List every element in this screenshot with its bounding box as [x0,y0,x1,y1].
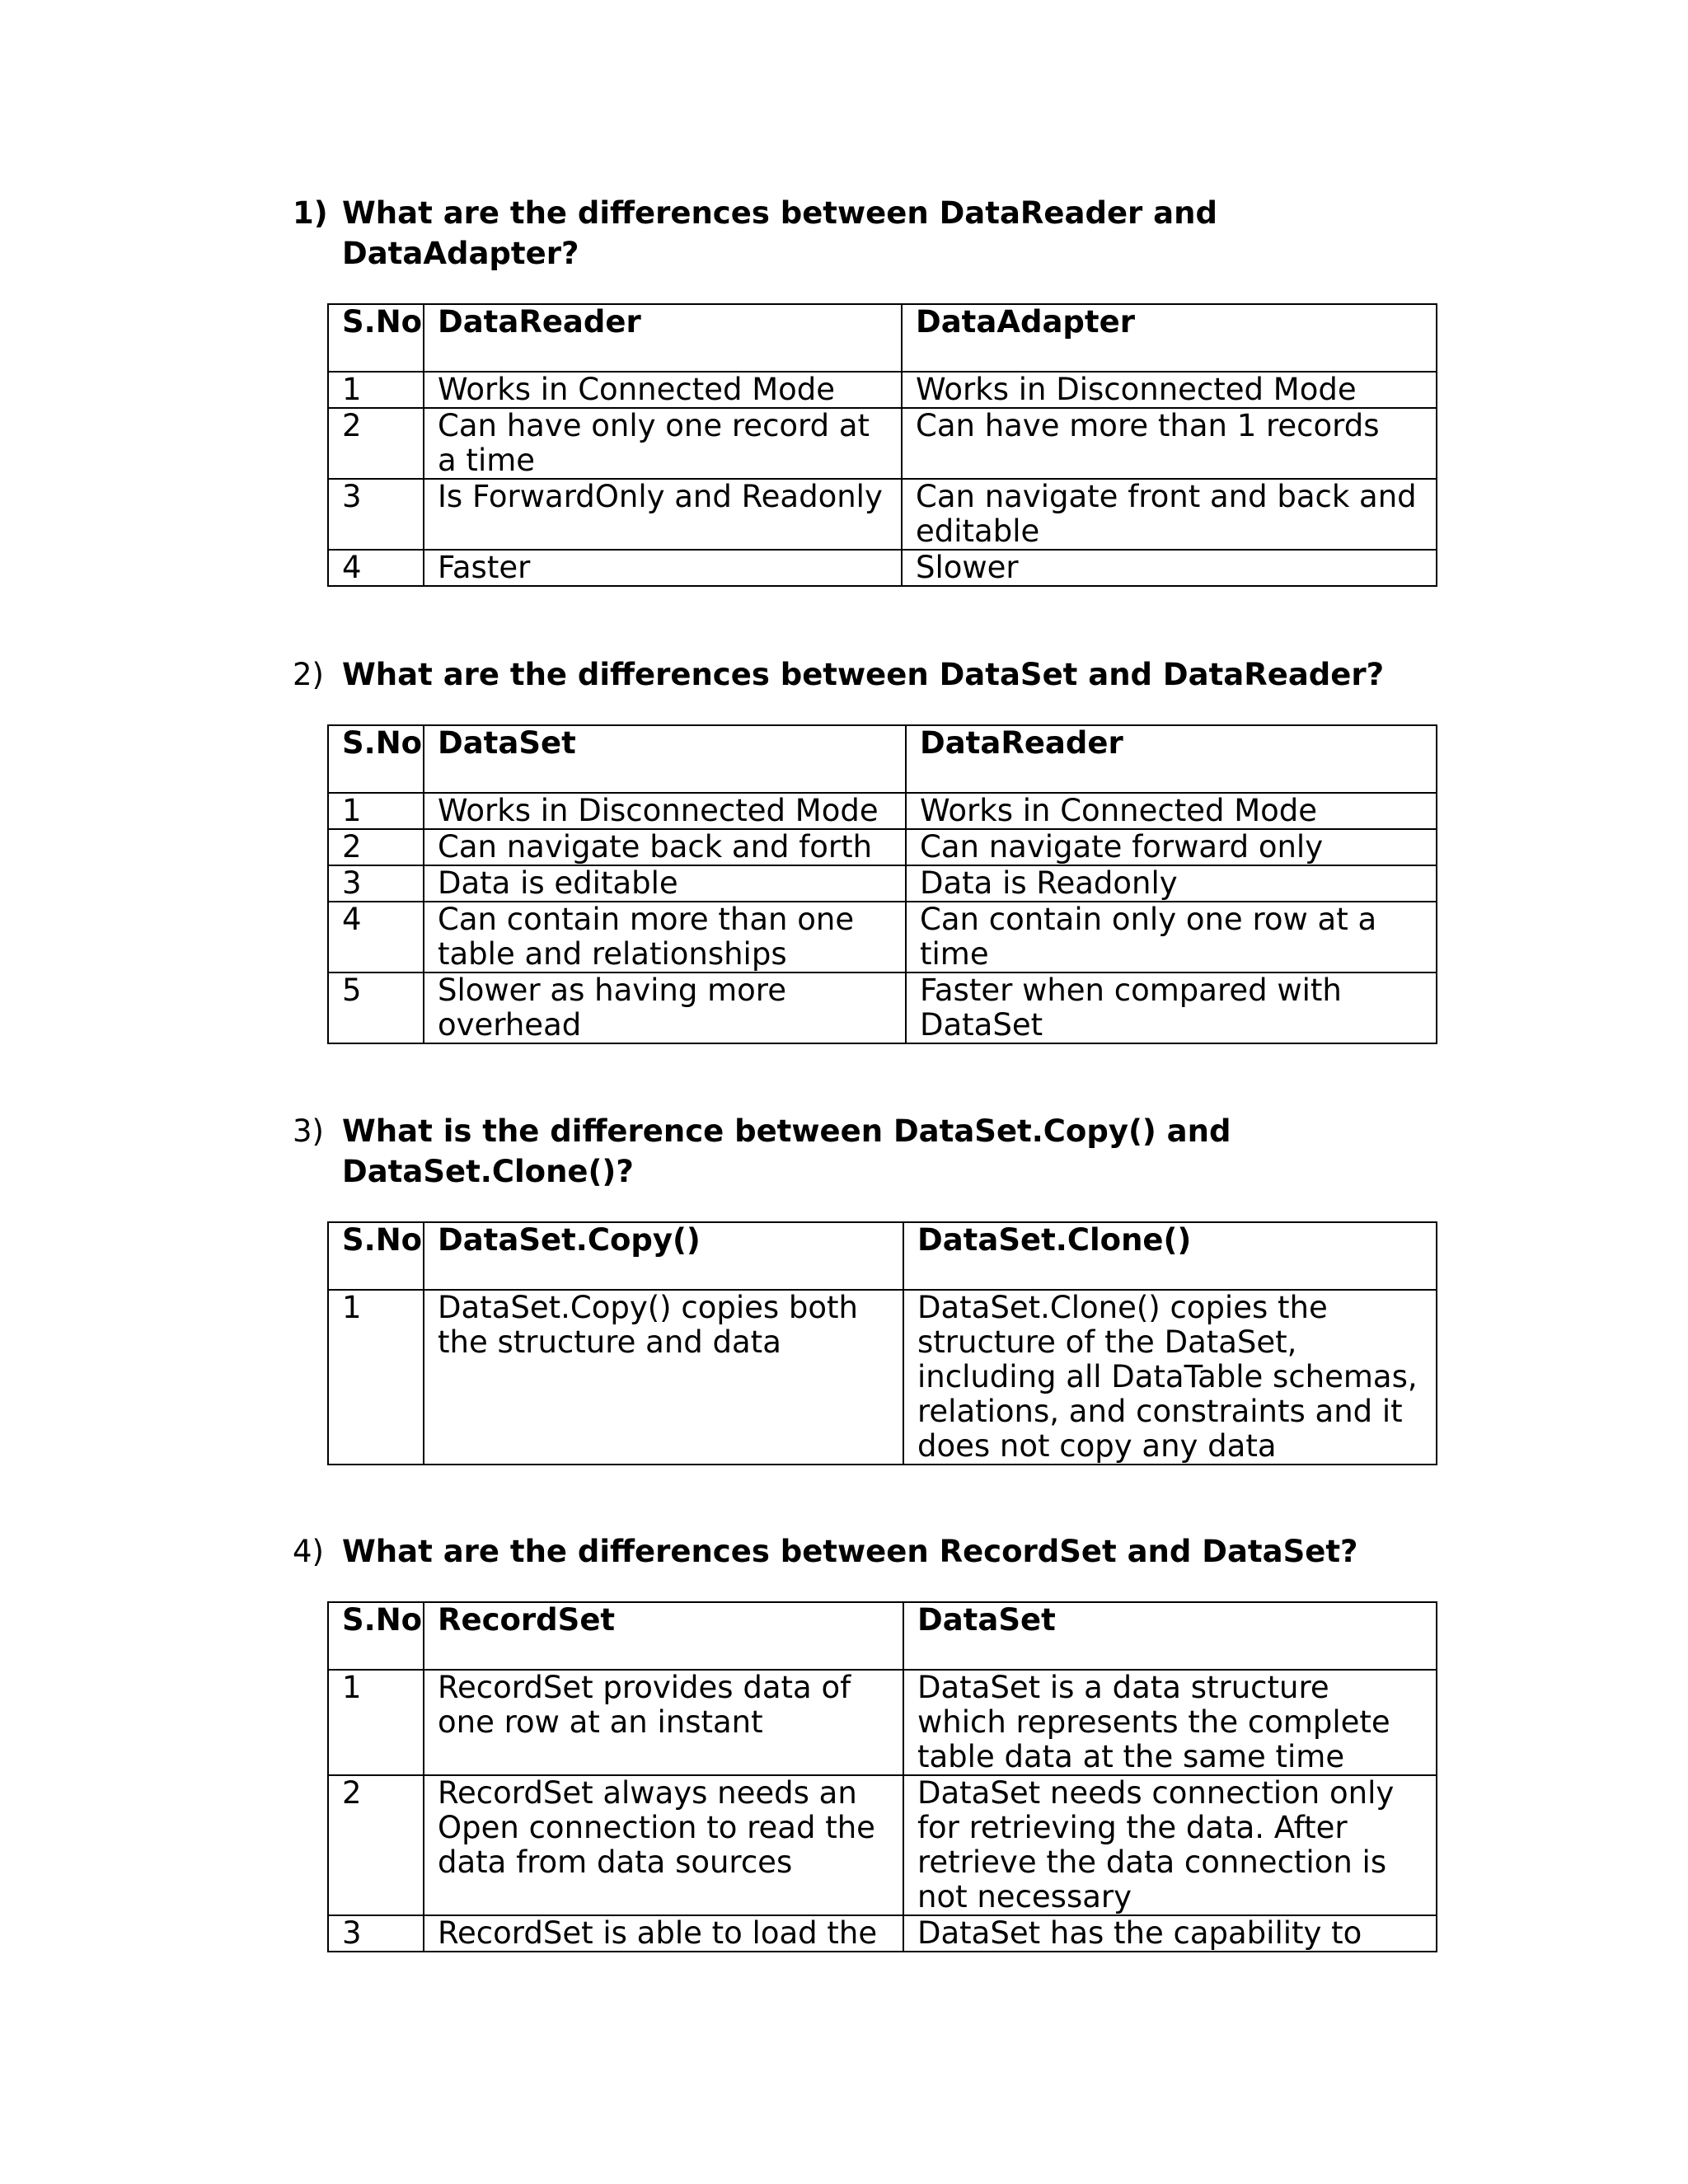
cell-column-b: Works in Disconnected Mode [902,372,1437,408]
cell-column-b: Slower [902,550,1437,586]
cell-column-a: Faster [424,550,902,586]
cell-column-a: Is ForwardOnly and Readonly [424,479,902,550]
question-heading [293,193,1438,274]
table-row [328,372,1437,408]
cell-column-a: Can contain more than one table and relationships [424,902,906,972]
cell-column-b: Can navigate forward only [906,829,1437,865]
cell-serial-number: 1 [328,793,424,829]
header-column-a: DataReader [424,304,902,372]
header-column-b: DataSet.Clone() [903,1222,1437,1290]
cell-serial-number: 3 [328,865,424,902]
table-row [328,1915,1437,1952]
comparison-table [327,1221,1437,1465]
table-header-row [328,1602,1437,1670]
qa-section-2 [293,654,1438,1043]
cell-column-a: Can have only one record at a time [424,408,902,479]
cell-column-b: Can contain only one row at a time [906,902,1437,972]
question-number: 3) [293,1113,324,1149]
cell-serial-number: 4 [328,550,424,586]
cell-serial-number: 2 [328,1775,424,1915]
table-row [328,865,1437,902]
header-serial-number: S.No [328,725,424,793]
question-text: What is the difference between DataSet.Copy() and DataSet.Clone()? [342,1113,1231,1189]
table-row [328,1670,1437,1775]
cell-column-a: Data is editable [424,865,906,902]
question-text: What are the differences between DataSet and DataReader? [342,657,1385,692]
cell-column-a: Works in Connected Mode [424,372,902,408]
cell-column-b: Can have more than 1 records [902,408,1437,479]
cell-serial-number: 3 [328,479,424,550]
header-column-a: DataSet.Copy() [424,1222,903,1290]
cell-column-a: RecordSet is able to load the [424,1915,903,1952]
cell-column-b: Works in Connected Mode [906,793,1437,829]
cell-serial-number: 5 [328,972,424,1043]
table-row [328,550,1437,586]
header-serial-number: S.No [328,1222,424,1290]
table-row [328,902,1437,972]
question-text: What are the differences between RecordSet and DataSet? [342,1534,1358,1569]
cell-serial-number: 2 [328,408,424,479]
question-number: 4) [293,1534,324,1569]
table-row [328,972,1437,1043]
cell-serial-number: 2 [328,829,424,865]
question-heading [293,1531,1438,1572]
header-column-b: DataAdapter [902,304,1437,372]
table-header-row [328,1222,1437,1290]
cell-column-b: Can navigate front and back and editable [902,479,1437,550]
table-header-row [328,725,1437,793]
cell-column-a: RecordSet always needs an Open connection to read the data from data sources [424,1775,903,1915]
cell-column-b: Faster when compared with DataSet [906,972,1437,1043]
cell-column-b: Data is Readonly [906,865,1437,902]
cell-column-a: DataSet.Copy() copies both the structure and data [424,1290,903,1465]
cell-column-b: DataSet is a data structure which represents the complete table data at the same time [903,1670,1437,1775]
table-row [328,408,1437,479]
table-row [328,1290,1437,1465]
cell-serial-number: 1 [328,1670,424,1775]
qa-section-4 [293,1531,1438,1951]
table-row [328,1775,1437,1915]
cell-serial-number: 3 [328,1915,424,1952]
question-text: What are the differences between DataReader and DataAdapter? [342,195,1217,271]
header-serial-number: S.No [328,304,424,372]
question-number: 2) [293,657,324,692]
cell-column-a: Can navigate back and forth [424,829,906,865]
cell-column-a: Works in Disconnected Mode [424,793,906,829]
header-column-b: DataReader [906,725,1437,793]
question-number: 1) [293,195,328,231]
comparison-table [327,1601,1437,1952]
table-row [328,479,1437,550]
question-heading [293,654,1438,695]
cell-column-a: RecordSet provides data of one row at an instant [424,1670,903,1775]
table-row [328,793,1437,829]
header-column-a: RecordSet [424,1602,903,1670]
cell-column-b: DataSet.Clone() copies the structure of the DataSet, including all DataTable schemas, relations, and constraints and it does not copy any data [903,1290,1437,1465]
cell-column-b: DataSet needs connection only for retrieving the data. After retrieve the data connection is not necessary [903,1775,1437,1915]
cell-serial-number: 1 [328,1290,424,1465]
cell-serial-number: 4 [328,902,424,972]
cell-column-b: DataSet has the capability to [903,1915,1437,1952]
qa-section-3 [293,1111,1438,1464]
header-column-a: DataSet [424,725,906,793]
comparison-table [327,724,1437,1044]
question-heading [293,1111,1438,1192]
comparison-table [327,303,1437,587]
qa-section-1 [293,193,1438,585]
header-column-b: DataSet [903,1602,1437,1670]
cell-serial-number: 1 [328,372,424,408]
table-header-row [328,304,1437,372]
header-serial-number: S.No [328,1602,424,1670]
table-row [328,829,1437,865]
cell-column-a: Slower as having more overhead [424,972,906,1043]
